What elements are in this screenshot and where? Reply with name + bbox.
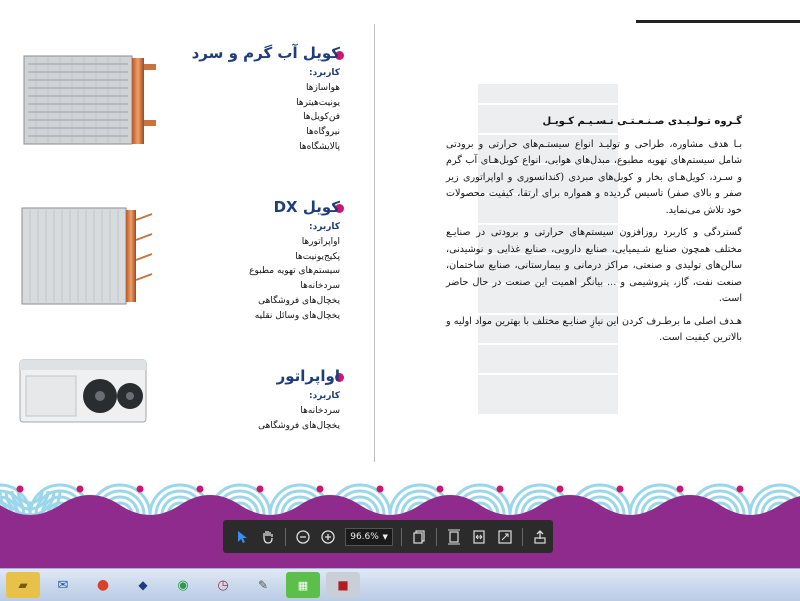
evaporator-image	[18, 356, 150, 428]
pen-icon: ✎	[257, 578, 269, 592]
zoom-out-icon	[295, 529, 311, 545]
copy-button[interactable]	[408, 526, 430, 548]
app-icon: ◆	[138, 578, 148, 592]
usage-item: پکیج‌یونیت‌ها	[295, 251, 340, 262]
coil-image	[20, 50, 160, 150]
select-icon	[235, 530, 249, 544]
os-taskbar	[0, 568, 800, 601]
share-icon	[532, 529, 548, 545]
toolbar-separator	[436, 528, 437, 546]
image-icon: ▦	[297, 578, 309, 592]
company-heading: گـروه تـولـیـدی صـنـعـتـی نـسـیـم کـویـل	[542, 116, 742, 127]
fullscreen-button[interactable]	[494, 526, 516, 548]
zoom-out-button[interactable]	[292, 526, 314, 548]
select-tool-button[interactable]	[231, 526, 253, 548]
taskbar-app-k[interactable]	[126, 572, 160, 598]
zoom-in-icon	[320, 529, 336, 545]
taskbar-app-clock[interactable]	[206, 572, 240, 598]
taskbar-app-edit[interactable]	[246, 572, 280, 598]
fit-page-icon	[446, 529, 462, 545]
hand-tool-button[interactable]	[257, 526, 279, 548]
product-title: کویل DX	[273, 198, 340, 216]
pdf-icon: ■	[337, 578, 349, 592]
mail-icon: ✉	[57, 577, 69, 593]
usage-label: کاربرد:	[309, 222, 340, 232]
usage-item: سردخانه‌ها	[300, 406, 340, 416]
usage-item: یخچال‌های وسائل نقلیه	[254, 310, 340, 321]
taskbar-app-chrome[interactable]	[166, 572, 200, 598]
toolbar-separator	[285, 528, 286, 546]
copy-icon	[411, 529, 427, 545]
usage-item: سیستم‌های تهویه مطبوع	[249, 266, 340, 277]
paragraph-applications: گستردگی و کاربرد روزافزون سیستم‌های حرارتی و برودتی در صنایـع مختلف همچون صنایع شـیمیایی، صنایع دارویی، صنایع غذایی و نوشیدنی، سالن‌های تولیدی و صنعتی، مراکز درمانی و بیمارستانی، صنایع ساختمان، صنعت نفت، گاز، پتروشیمی و ... بیانگر اهمیت این صنعت در حال حاضر است.	[446, 227, 742, 304]
dx-coil-image	[20, 200, 155, 312]
page-spread-divider	[374, 24, 375, 462]
usage-item: یخچال‌های فروشگاهی	[258, 420, 340, 431]
company-description	[446, 114, 742, 353]
browser-icon: ●	[96, 577, 110, 593]
share-button[interactable]	[529, 526, 551, 548]
taskbar-app-mail[interactable]	[46, 572, 80, 598]
paragraph-goal: هـدف اصلی ما برطـرف کردن این نیازِ صنایـع مختلف با بهترین مواد اولیه و بالاترین کیفیت است.	[446, 315, 742, 343]
pdf-viewer-toolbar	[223, 520, 553, 553]
zoom-level-select[interactable]	[345, 528, 393, 546]
usage-label: کاربرد:	[309, 68, 340, 78]
header-rule	[636, 20, 800, 23]
usage-item: فن‌کویل‌ها	[303, 112, 340, 123]
paragraph-intro: بـا هدف مشاوره، طراحی و تولیـد انواع سیستـم‌های حرارتی و برودتی شامل سیستم‌های تهویه مطبوع، مبدل‌های هوایی، انواع کویل‌هـای آب گرم و سـرد، کویل‌هـای بخار و کویل‌های مبردی (کندانسوری و اواپراتوری زیر صفر و بالای صفر) تاسیس گردیده و همواره برای ارتقا، کیفیت محصولات خود تلاش می‌نماید.	[446, 138, 742, 216]
usage-item: پالایشگاه‌ها	[299, 141, 340, 152]
taskbar-app-pdf[interactable]	[326, 572, 360, 598]
fullscreen-icon	[497, 529, 513, 545]
clock-icon: ◷	[217, 577, 229, 593]
usage-label: کاربرد:	[309, 391, 340, 401]
product-title: کویل آب گرم و سرد	[191, 44, 340, 62]
folder-icon: ▰	[18, 578, 28, 592]
zoom-level-value: 96.6%	[350, 531, 379, 542]
chevron-down-icon: ▼	[382, 532, 388, 541]
usage-item: سردخانه‌ها	[300, 281, 340, 292]
usage-item: هواسازها	[305, 83, 340, 93]
fit-width-icon	[471, 529, 487, 545]
taskbar-app-image[interactable]	[286, 572, 320, 598]
fit-page-button[interactable]	[443, 526, 465, 548]
product-title: اواپراتور	[276, 367, 340, 385]
taskbar-app-browser[interactable]	[86, 572, 120, 598]
zoom-in-button[interactable]	[317, 526, 339, 548]
toolbar-separator	[401, 528, 402, 546]
usage-item: یخچال‌های فروشگاهی	[258, 295, 340, 306]
toolbar-separator	[522, 528, 523, 546]
fit-width-button[interactable]	[469, 526, 491, 548]
usage-item: یونیت‌هیترها	[296, 97, 340, 108]
usage-item: نیروگاه‌ها	[306, 127, 340, 138]
globe-icon: ◉	[177, 577, 189, 593]
hand-icon	[260, 529, 276, 545]
taskbar-app-explorer[interactable]	[6, 572, 40, 598]
usage-item: اواپراتورها	[301, 237, 340, 247]
